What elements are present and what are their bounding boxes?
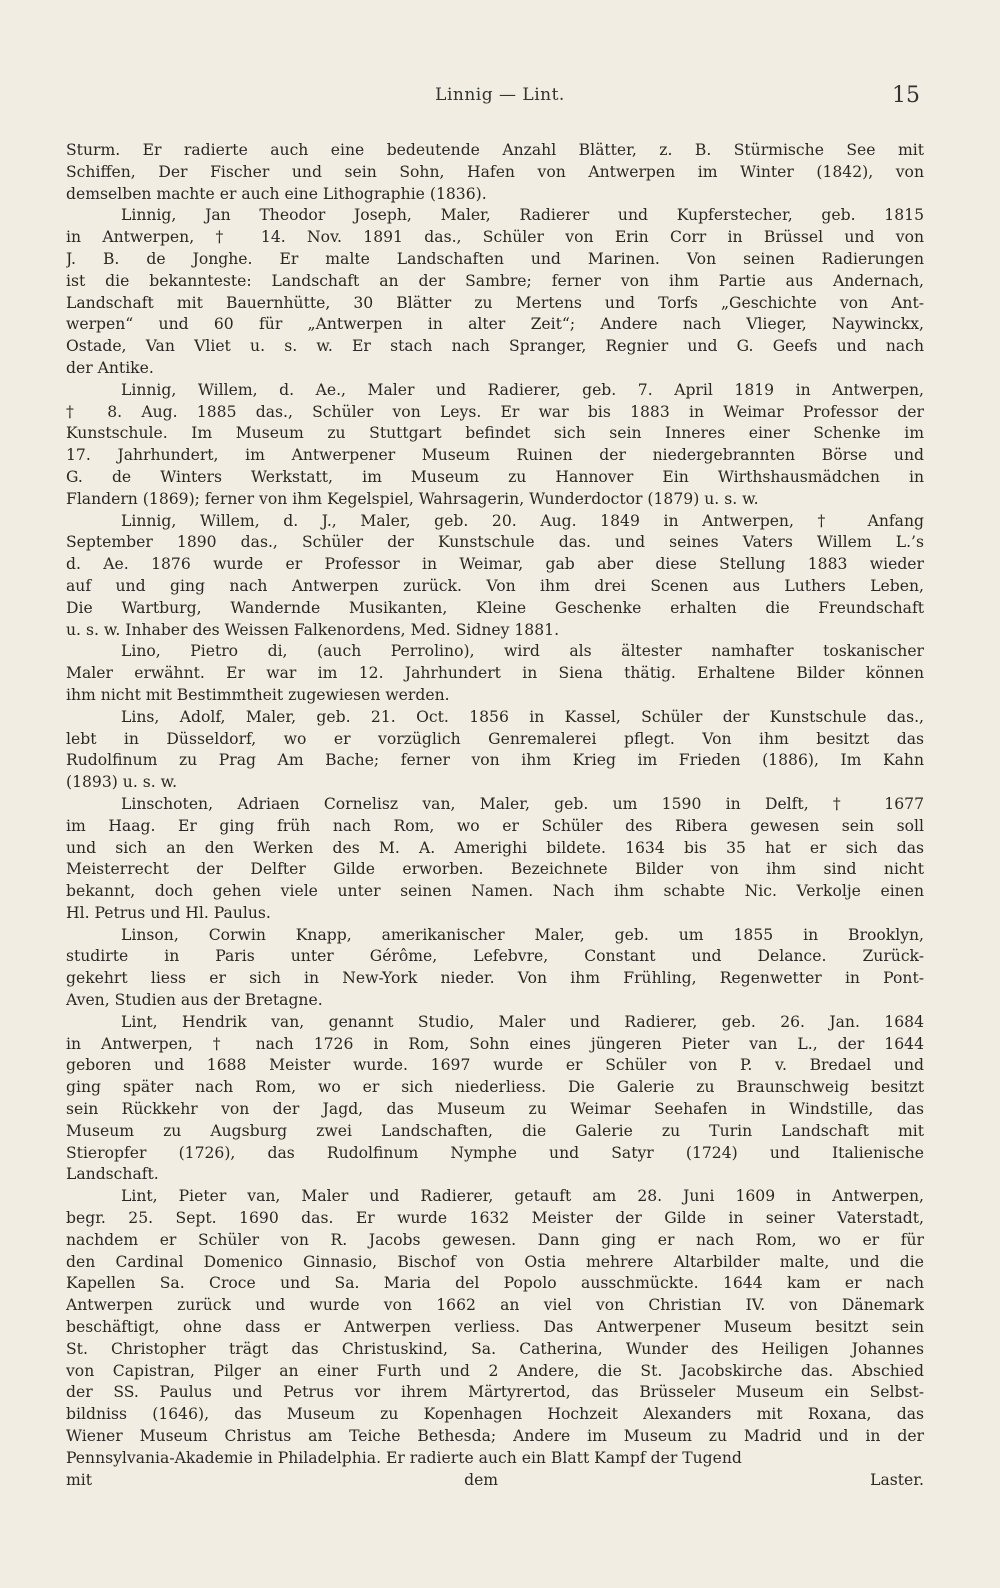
text-line: St. Christopher trägt das Christuskind, Sa. Catherina, Wunder des Heiligen Johannes [66, 1339, 924, 1358]
running-head [0, 85, 1000, 115]
text-line: Aven, Studien aus der Bretagne. [66, 991, 323, 1010]
text-line: G. de Winters Werkstatt, im Museum zu Hannover Ein Wirthshausmädchen in [66, 467, 924, 486]
text-line: beschäftigt, ohne dass er Antwerpen verliess. Das Antwerpener Museum besitzt sein [66, 1318, 924, 1337]
text-line: gekehrt liess er sich in New-York nieder. Von ihm Frühling, Regenwetter in Pont- [66, 969, 924, 988]
text-line: Pennsylvania-Akademie in Philadelphia. Er radierte auch ein Blatt Kampf der Tugend [66, 1448, 742, 1467]
entry-first-line: Linnig, Willem, d. Ae., Maler und Radierer, geb. 7. April 1819 in Antwerpen, [121, 380, 924, 399]
entry-first-line: Linschoten, Adriaen Cornelisz van, Maler, geb. um 1590 in Delft, † 1677 [121, 794, 924, 813]
text-line: (1893) u. s. w. [66, 773, 178, 792]
text-line: Landschaft mit Bauernhütte, 30 Blätter zu Mertens und Torfs „Geschichte von Ant- [66, 293, 924, 312]
entry-first-line: Linson, Corwin Knapp, amerikanischer Maler, geb. um 1855 in Brooklyn, [121, 925, 924, 944]
text-line: ging später nach Rom, wo er sich niederliess. Die Galerie zu Braunschweig besitzt [66, 1078, 924, 1097]
text-line: Kapellen Sa. Croce und Sa. Maria del Popolo ausschmückte. 1644 kam er nach [66, 1274, 924, 1293]
entry-first-line: Lint, Hendrik van, genannt Studio, Maler und Radierer, geb. 26. Jan. 1684 [121, 1012, 924, 1031]
text-line: mit dem Laster. [66, 1470, 924, 1489]
text-line: werpen“ und 60 für „Antwerpen in alter Zeit“; Andere nach Vlieger, Naywinckx, [66, 315, 924, 334]
text-line: September 1890 das., Schüler der Kunstschule das. und seines Vaters Willem L.’s [66, 533, 924, 552]
text-line: Maler erwähnt. Er war im 12. Jahrhundert in Siena thätig. Erhaltene Bilder können [66, 664, 924, 683]
text-line: u. s. w. Inhaber des Weissen Falkenordens, Med. Sidney 1881. [66, 620, 560, 639]
text-line: demselben machte er auch eine Lithographie (1836). [66, 184, 487, 203]
text-line: 17. Jahrhundert, im Antwerpener Museum Ruinen der niedergebrannten Börse und [66, 446, 924, 465]
text-line: bildniss (1646), das Museum zu Kopenhagen Hochzeit Alexanders mit Roxana, das [66, 1405, 924, 1424]
text-line: Hl. Petrus und Hl. Paulus. [66, 903, 271, 922]
text-line: auf und ging nach Antwerpen zurück. Von ihm drei Scenen aus Luthers Leben, [66, 576, 924, 595]
running-title: Linnig — Lint. [435, 85, 565, 105]
text-line: Sturm. Er radierte auch eine bedeutende Anzahl Blätter, z. B. Stürmische See mit [66, 141, 924, 159]
text-line: sein Rückkehr von der Jagd, das Museum zu Weimar Seehafen in Windstille, das [66, 1100, 924, 1119]
text-line: in Antwerpen, † nach 1726 in Rom, Sohn eines jüngeren Pieter van L., der 1644 [66, 1034, 924, 1053]
text-line: Stieropfer (1726), das Rudolfinum Nymphe und Satyr (1724) und Italienische [66, 1143, 924, 1162]
body-text [66, 140, 924, 1491]
text-line: nachdem er Schüler von R. Jacobs gewesen. Dann ging er nach Rom, wo er für [66, 1230, 924, 1249]
text-line: d. Ae. 1876 wurde er Professor in Weimar, gab aber diese Stellung 1883 wieder [66, 555, 924, 574]
text-line: † 8. Aug. 1885 das., Schüler von Leys. Er war bis 1883 in Weimar Professor der [66, 402, 924, 421]
text-line: lebt in Düsseldorf, wo er vorzüglich Genremalerei pflegt. Von ihm besitzt das [66, 729, 924, 748]
page-number: 15 [892, 83, 920, 108]
text-line: Wiener Museum Christus am Teiche Bethesda; Andere im Museum zu Madrid und in der [66, 1427, 924, 1446]
text-line: und sich an den Werken des M. A. Amerighi bildete. 1634 bis 35 hat er sich das [66, 838, 924, 857]
text-line: studirte in Paris unter Gérôme, Lefebvre, Constant und Delance. Zurück- [66, 947, 924, 966]
text-line: begr. 25. Sept. 1690 das. Er wurde 1632 Meister der Gilde in seiner Vaterstadt, [66, 1209, 924, 1228]
text-line: Museum zu Augsburg zwei Landschaften, die Galerie zu Turin Landschaft mit [66, 1121, 924, 1140]
text-line: im Haag. Er ging früh nach Rom, wo er Schüler des Ribera gewesen sein soll [66, 816, 924, 835]
text-line: bekannt, doch gehen viele unter seinen Namen. Nach ihm schabte Nic. Verkolje einen [66, 882, 924, 901]
text-line: ihm nicht mit Bestimmtheit zugewiesen werden. [66, 685, 450, 704]
entry-first-line: Linnig, Jan Theodor Joseph, Maler, Radierer und Kupferstecher, geb. 1815 [121, 206, 924, 225]
entry-first-line: Lins, Adolf, Maler, geb. 21. Oct. 1856 in Kassel, Schüler der Kunstschule das., [121, 707, 924, 726]
entry-first-line: Lino, Pietro di, (auch Perrolino), wird als ältester namhafter toskanischer [121, 642, 924, 661]
text-line: Die Wartburg, Wandernde Musikanten, Kleine Geschenke erhalten die Freundschaft [66, 598, 924, 617]
entry-first-line: Linnig, Willem, d. J., Maler, geb. 20. Aug. 1849 in Antwerpen, † Anfang [121, 511, 924, 530]
text-line: Kunstschule. Im Museum zu Stuttgart befindet sich sein Inneres einer Schenke im [66, 424, 924, 443]
text-line: Antwerpen zurück und wurde von 1662 an viel von Christian IV. von Dänemark [66, 1296, 924, 1315]
text-line: Landschaft. [66, 1165, 159, 1184]
text-line: Schiffen, Der Fischer und sein Sohn, Hafen von Antwerpen im Winter (1842), von [66, 162, 924, 181]
text-line: J. B. de Jonghe. Er malte Landschaften und Marinen. Von seinen Radierungen [66, 249, 924, 268]
text-line: in Antwerpen, † 14. Nov. 1891 das., Schüler von Erin Corr in Brüssel und von [66, 228, 924, 247]
entry-first-line: Lint, Pieter van, Maler und Radierer, getauft am 28. Juni 1609 in Antwerpen, [121, 1187, 924, 1206]
text-line: Meisterrecht der Delfter Gilde erworben. Bezeichnete Bilder von ihm sind nicht [66, 860, 924, 879]
text-line: den Cardinal Domenico Ginnasio, Bischof von Ostia mehrere Altarbilder malte, und die [66, 1252, 924, 1271]
text-line: Ostade, Van Vliet u. s. w. Er stach nach Spranger, Regnier und G. Geefs und nach [66, 337, 924, 356]
text-line: von Capistran, Pilger an einer Furth und 2 Andere, die St. Jacobskirche das. Abschied [66, 1361, 924, 1380]
text-line: der Antike. [66, 358, 154, 377]
text-line: Flandern (1869); ferner von ihm Kegelspiel, Wahrsagerin, Wunderdoctor (1879) u. s. w. [66, 489, 759, 508]
text-line: der SS. Paulus und Petrus vor ihrem Märtyrertod, das Brüsseler Museum ein Selbst- [66, 1383, 924, 1402]
text-line: Rudolfinum zu Prag Am Bache; ferner von ihm Krieg im Frieden (1886), Im Kahn [66, 751, 924, 770]
text-line: ist die bekannteste: Landschaft an der Sambre; ferner von ihm Partie aus Andernach, [66, 271, 924, 290]
text-line: geboren und 1688 Meister wurde. 1697 wurde er Schüler von P. v. Bredael und [66, 1056, 924, 1075]
